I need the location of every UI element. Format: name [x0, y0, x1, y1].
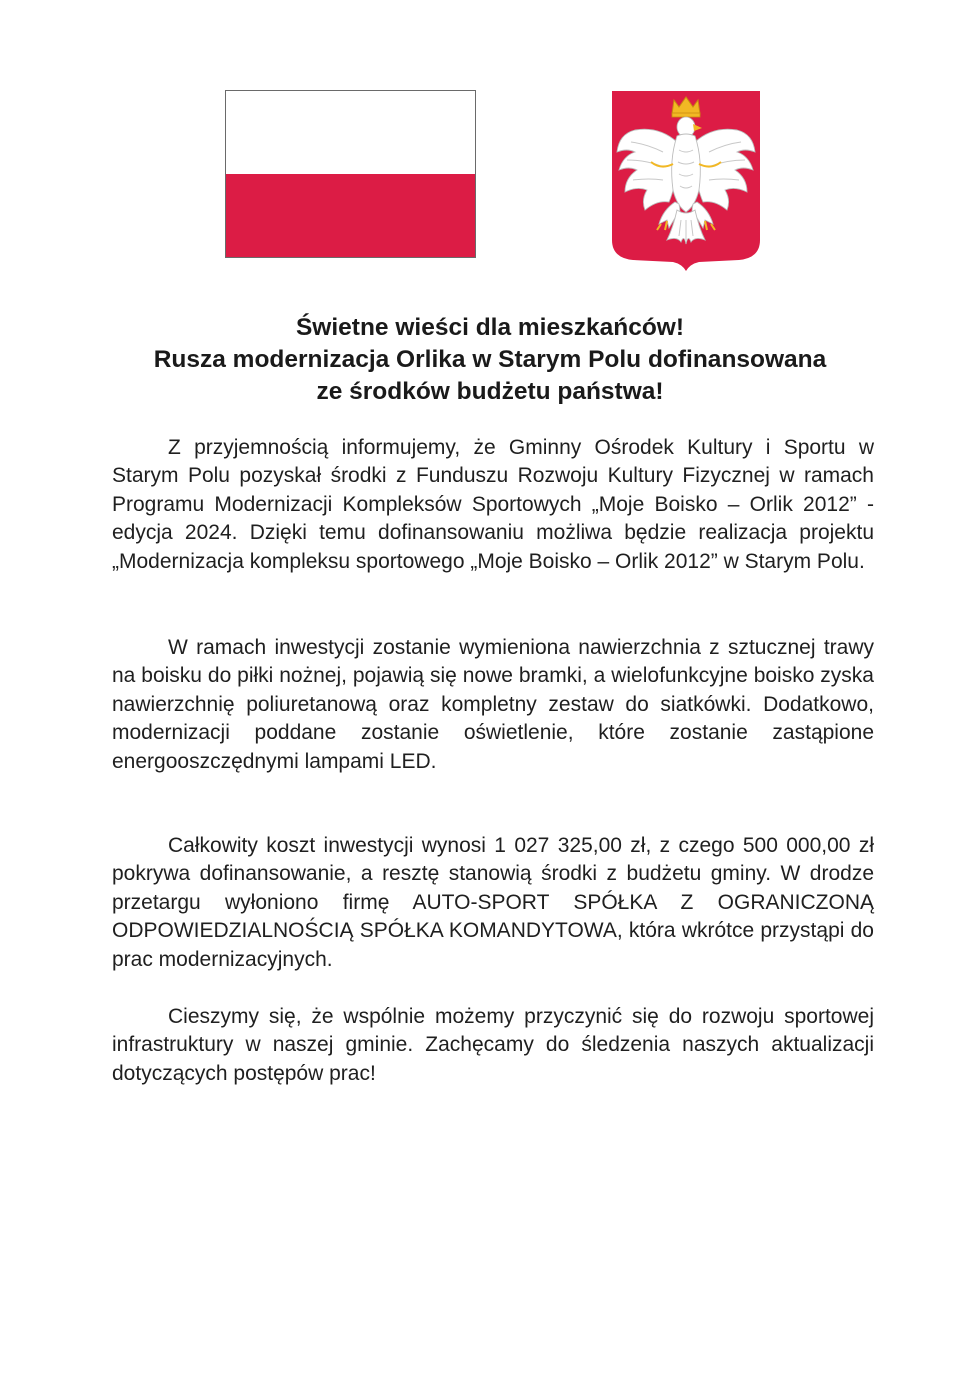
paragraph-cost-and-contractor: Całkowity koszt inwestycji wynosi 1 027 325,00 zł, z czego 500 000,00 zł pokrywa dofinansowanie, a resztę stanowią środki z budżetu gminy. W drodze przetargu wyłoniono firmę AUTO-SPORT SPÓŁKA Z OGRANICZONĄ ODPOWIEDZIALNOŚCIĄ SPÓŁKA KOMANDYTOWA, która wkrótce przystąpi do prac modernizacyjnych.	[112, 834, 874, 971]
title-line-1: Świetne wieści dla mieszkańców!	[295, 314, 685, 341]
paragraph-closing: Cieszymy się, że wspólnie możemy przyczynić się do rozwoju sportowej infrastruktury w naszej gminie. Zachęcamy do śledzenia naszych aktualizacji dotyczących postępów prac!	[112, 1005, 874, 1085]
paragraph-investment-scope: W ramach inwestycji zostanie wymieniona nawierzchnia z sztucznej trawy na boisku do piłki nożnej, pojawią się nowe bramki, a wielofunkcyjne boisko zyska nawierzchnię poliuretanową oraz kompletny zestaw do siatkówki. Dodatkowo, modernizacji poddane zostanie oświetlenie, które zostanie zastąpione energooszczędnymi lampami LED.	[112, 636, 874, 773]
title-line-3: ze środków budżetu państwa!	[316, 378, 664, 405]
paragraph-funding-info: Z przyjemnością informujemy, że Gminny Ośrodek Kultury i Sportu w Starym Polu pozyskał środki z Funduszu Rozwoju Kultury Fizycznej w ramach Programu Modernizacji Kompleksów Sportowych „Moje Boisko – Orlik 2012” - edycja 2024. Dzięki temu dofinansowaniu możliwa będzie realizacja projektu „Modernizacja kompleksu sportowego „Moje Boisko – Orlik 2012” w Starym Polu.	[112, 436, 874, 573]
title-line-2: Rusza modernizacja Orlika w Starym Polu dofinansowana	[153, 346, 827, 373]
flag-white-stripe	[226, 91, 475, 174]
announcement-title	[100, 312, 880, 408]
white-eagle-emblem-icon	[611, 90, 761, 272]
flag-red-stripe	[226, 174, 475, 257]
polish-flag	[225, 90, 476, 258]
